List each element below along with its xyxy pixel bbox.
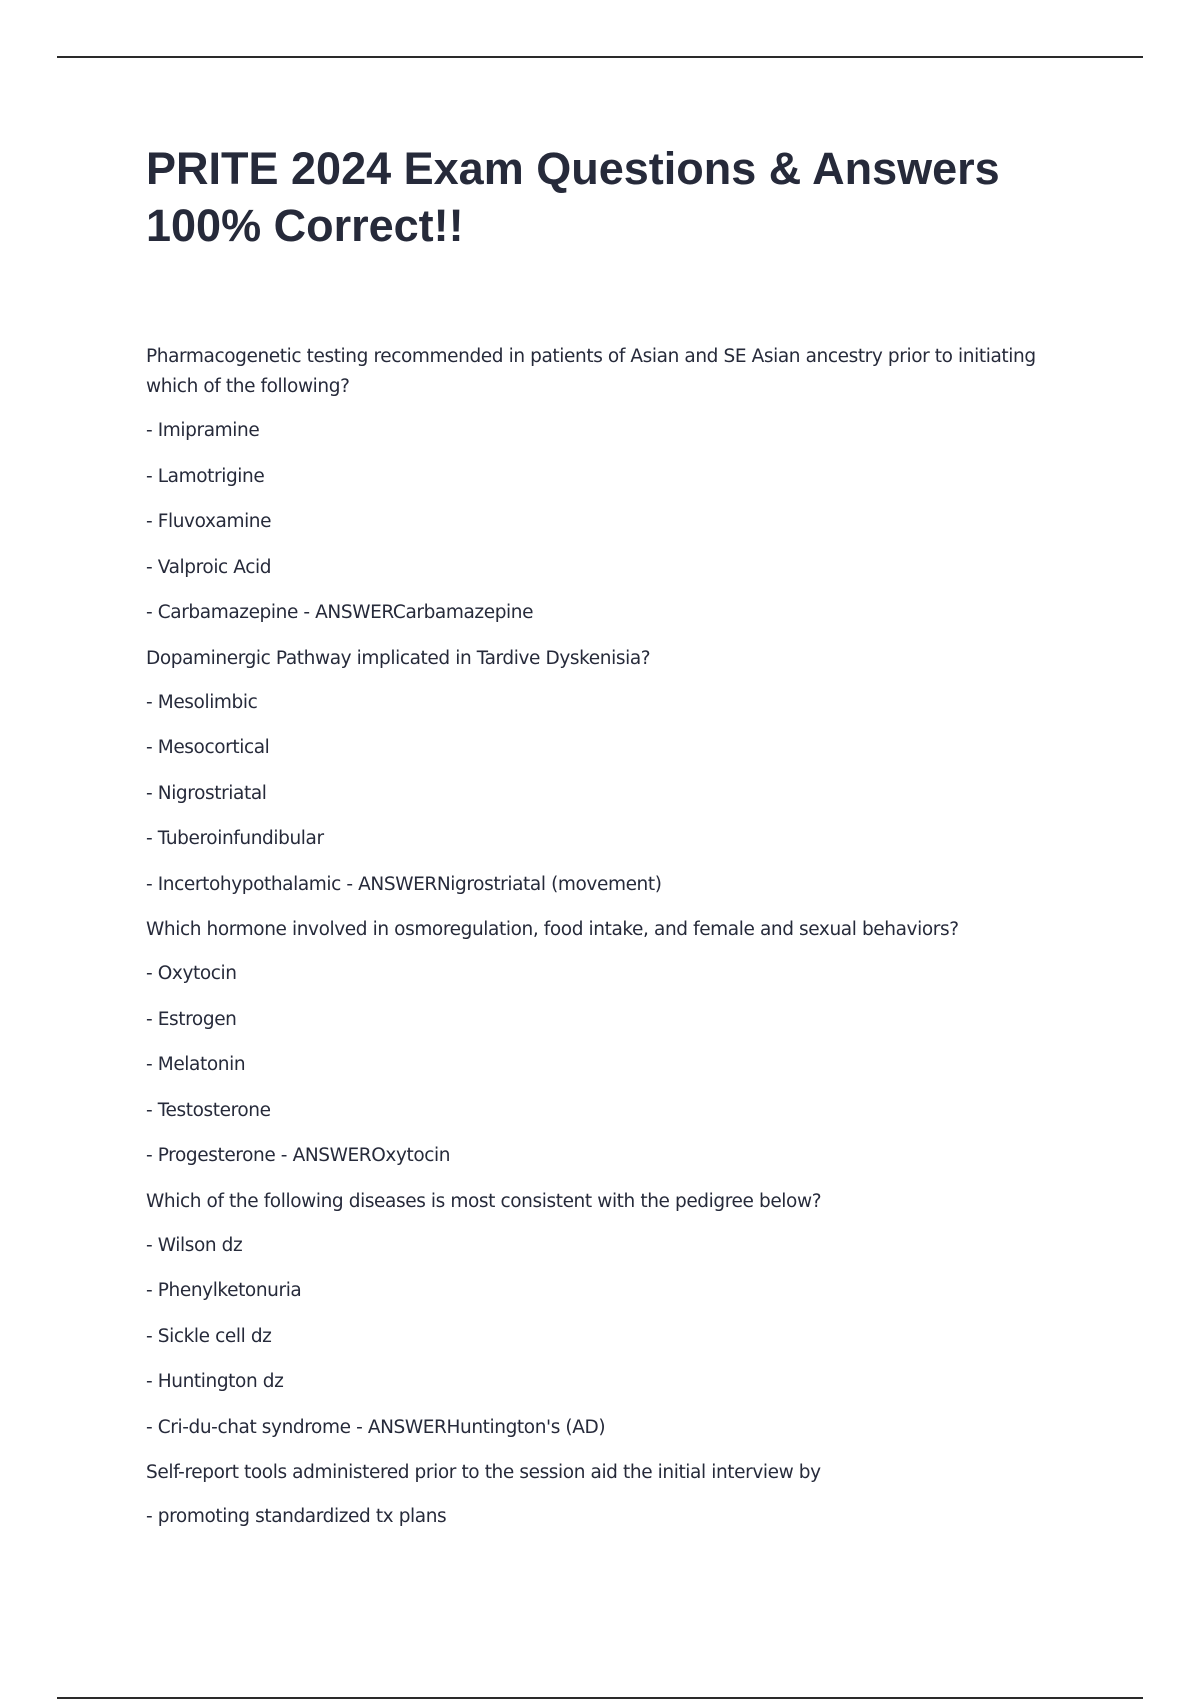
option-list — [146, 1502, 1066, 1548]
option-item: - Imipramine — [146, 420, 260, 441]
question-text: Self-report tools administered prior to the session aid the initial interview by — [146, 1462, 821, 1483]
option-list — [146, 688, 1066, 916]
option-item: - Mesolimbic — [146, 691, 258, 713]
option-item: - Valproic Acid — [146, 556, 272, 578]
bottom-divider — [57, 1697, 1143, 1699]
option-item: - Nigrostriatal — [146, 782, 267, 804]
option-answer-item: - Incertohypothalamic - ANSWERNigrostriatal (movement) — [146, 873, 662, 895]
option-item: - promoting standardized tx plans — [146, 1506, 447, 1527]
question-text: Dopaminergic Pathway implicated in Tardive Dyskenisia? — [146, 647, 651, 669]
question-block — [146, 1458, 1066, 1548]
questions-container — [146, 342, 1066, 1548]
question-text: Which hormone involved in osmoregulation, food intake, and female and sexual behaviors? — [146, 919, 959, 940]
option-item: - Huntington dz — [146, 1371, 284, 1392]
question-block — [146, 1187, 1066, 1459]
option-answer-item: - Progesterone - ANSWEROxytocin — [146, 1145, 451, 1166]
option-list — [146, 959, 1066, 1187]
option-item: - Lamotrigine — [146, 465, 265, 487]
option-item: - Mesocortical — [146, 737, 270, 758]
option-list — [146, 1231, 1066, 1459]
option-item: - Estrogen — [146, 1008, 237, 1030]
question-text: Pharmacogenetic testing recommended in patients of Asian and SE Asian ancestry prior to initiating which of the following? — [146, 346, 1036, 397]
option-item: - Oxytocin — [146, 963, 237, 984]
question-block — [146, 915, 1066, 1187]
option-answer-item: - Carbamazepine - ANSWERCarbamazepine — [146, 602, 534, 623]
option-list — [146, 416, 1066, 644]
option-item: - Phenylketonuria — [146, 1280, 302, 1301]
option-answer-item: - Cri-du-chat syndrome - ANSWERHuntington's (AD) — [146, 1416, 606, 1438]
document-title: PRITE 2024 Exam Questions & Answers 100% Correct!! — [146, 143, 1000, 251]
option-item: - Melatonin — [146, 1054, 246, 1075]
question-block — [146, 342, 1066, 644]
option-item: - Wilson dz — [146, 1234, 243, 1256]
question-text: Which of the following diseases is most consistent with the pedigree below? — [146, 1190, 822, 1212]
question-block — [146, 644, 1066, 916]
option-item: - Tuberoinfundibular — [146, 828, 324, 849]
option-item: - Fluvoxamine — [146, 511, 272, 532]
option-item: - Sickle cell dz — [146, 1325, 272, 1347]
option-item: - Testosterone — [146, 1099, 271, 1121]
top-divider — [57, 56, 1143, 58]
